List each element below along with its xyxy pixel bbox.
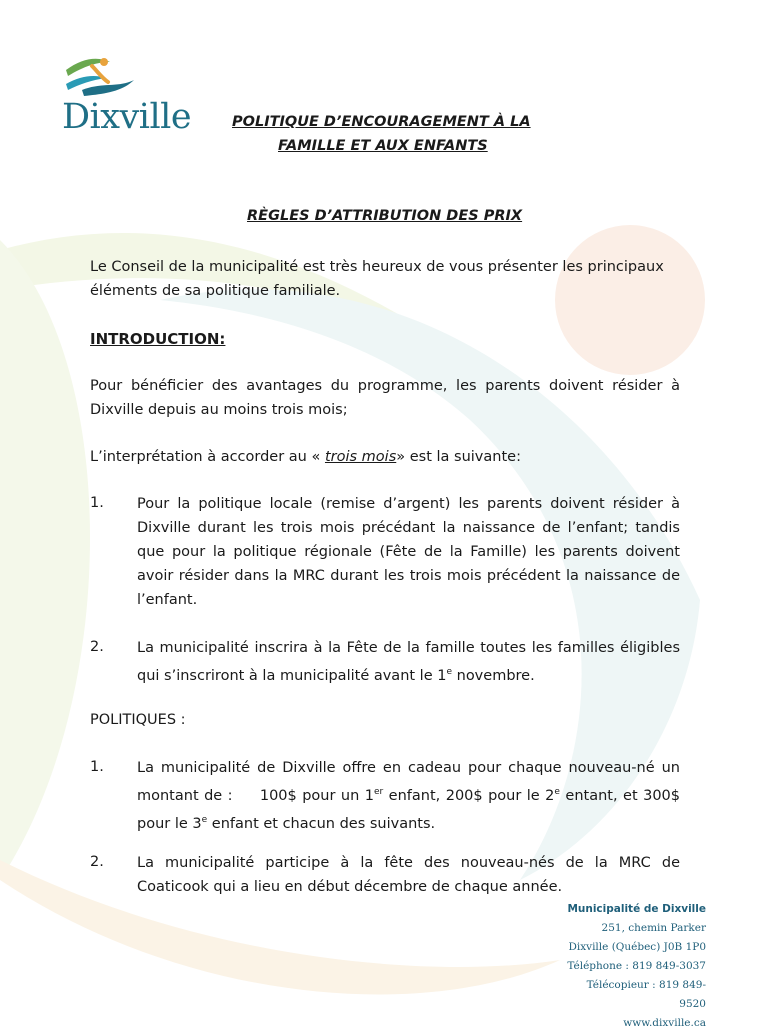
footer-contact: [560, 900, 706, 1033]
policy-item-1-part2: enfant, 200$ pour le 2: [383, 787, 555, 804]
policy-item-1-number: 1.: [90, 759, 104, 775]
document-title-line2: FAMILLE ET AUX ENFANTS: [278, 138, 488, 154]
policy-item-1-sup2: e: [554, 787, 560, 797]
document-title-line1: POLITIQUE D’ENCOURAGEMENT À LA: [232, 114, 531, 130]
intro-item-2-after: novembre.: [452, 667, 535, 684]
introduction-paragraph: Pour bénéficier des avantages du programme, les parents doivent résider à Dixville depuis au moins trois mois;: [90, 378, 680, 418]
policy-item-1-sup1: er: [373, 787, 384, 797]
interpretation-after: » est la suivante:: [396, 449, 521, 465]
interpretation-line: [90, 445, 680, 469]
footer-city: Dixville (Québec) J0B 1P0: [568, 941, 706, 953]
document-subtitle: RÈGLES D’ATTRIBUTION DES PRIX: [247, 208, 523, 224]
intro-item-2-before: La municipalité inscrira à la Fête de la famille toutes les familles éligibles qui s’inscriront à la municipalité avant le 1: [137, 640, 680, 684]
interpretation-term: trois mois: [324, 449, 397, 465]
intro-item-1-number: 1.: [90, 495, 104, 511]
intro-item-1-text: Pour la politique locale (remise d’argent) les parents doivent résider à Dixville durant les trois mois précédant la naissance de l’enfant; tandis que pour la politique régionale (Fête de la Famille) les parents doivent avoir résider dans la MRC durant les trois mois précédent la naissance de l’enfant.: [137, 496, 680, 608]
policy-item-2-number: 2.: [90, 854, 104, 870]
policy-item-1-sup3: e: [201, 814, 208, 825]
policy-item-2-text: La municipalité participe à la fête des nouveau-nés de la MRC de Coaticook qui a lieu en début décembre de chaque année.: [137, 855, 680, 895]
policy-item-1-text: [137, 756, 680, 836]
intro-paragraph: Le Conseil de la municipalité est très heureux de vous présenter les principaux éléments de sa politique familiale.: [90, 259, 664, 299]
policy-item-1-part3: entant, et 300$ pour le 3: [137, 787, 681, 832]
politiques-heading: POLITIQUES :: [90, 712, 186, 728]
intro-item-2-sup: e: [446, 667, 453, 677]
footer-municipality-name: Municipalité de Dixville: [567, 903, 706, 915]
intro-item-2-number: 2.: [90, 639, 104, 655]
footer-website[interactable]: www.dixville.ca: [623, 1017, 706, 1029]
logo-wordmark: Dixville: [62, 97, 192, 137]
footer-address: 251, chemin Parker: [601, 922, 706, 934]
policy-item-1-part4: enfant et chacun des suivants.: [207, 815, 436, 832]
intro-item-2-text: [137, 636, 680, 688]
policy-item-1-part1: La municipalité de Dixville offre en cadeau pour chaque nouveau-né un montant de : 100$ pour un 1: [137, 760, 680, 804]
introduction-heading: INTRODUCTION:: [90, 330, 226, 348]
footer-fax: Télécopieur : 819 849-9520: [586, 979, 706, 1010]
footer-phone: Téléphone : 819 849-3037: [567, 960, 706, 972]
interpretation-before: L’interprétation à accorder au «: [90, 449, 325, 465]
